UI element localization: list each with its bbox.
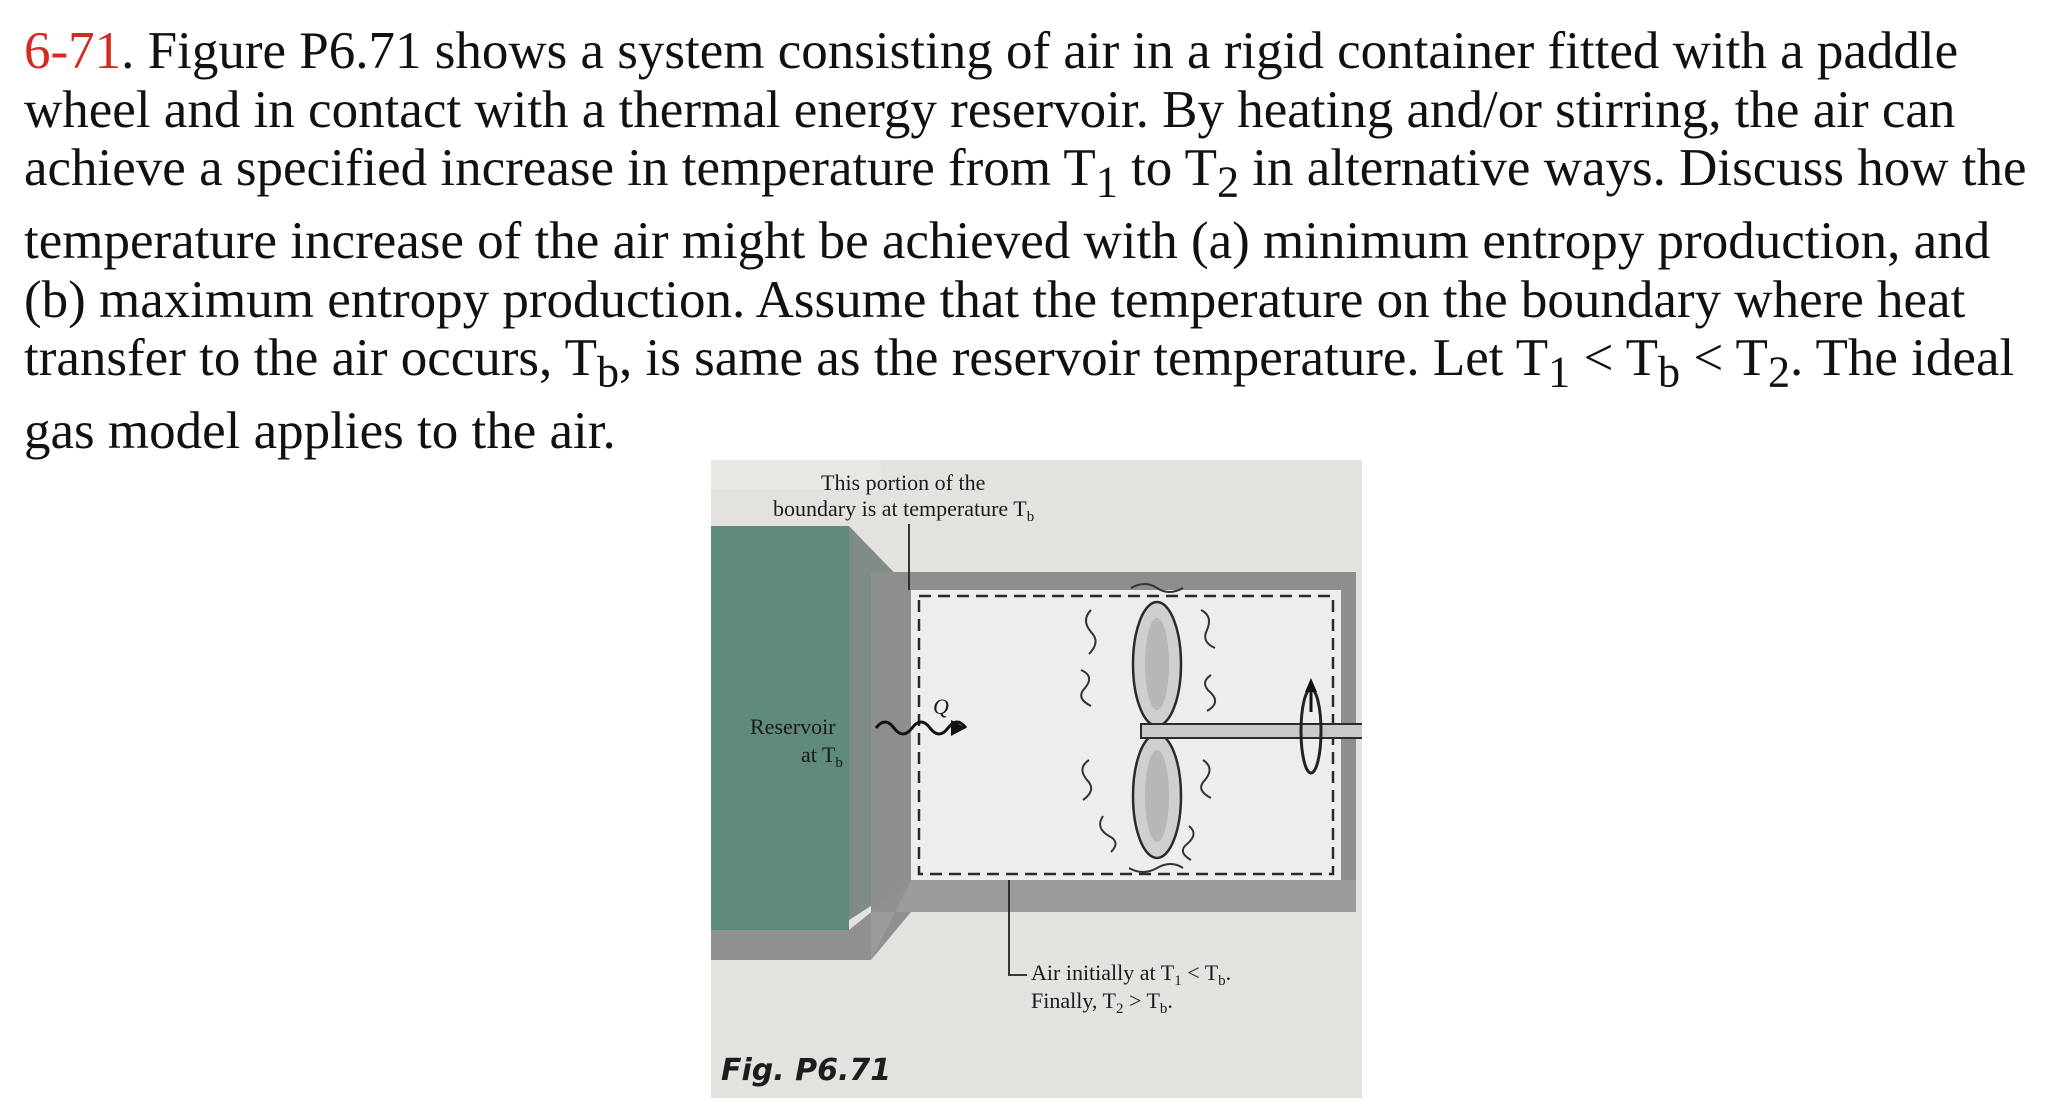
problem-line-5: (b) maximum entropy production. Assume that the temperature on the boundary where heat — [24, 270, 1966, 329]
heat-symbol: Q — [933, 694, 949, 719]
air-label-line-1: Air initially at $T_1 < T_b$. — [1031, 960, 1232, 989]
problem-line-1: 6-71. Figure P6.71 shows a system consisting of air in a rigid container fitted with a paddle — [24, 22, 1959, 80]
reservoir-label-line-1: Reservoir — [750, 714, 836, 739]
figure-caption: Fig. P6.71 — [721, 1053, 892, 1088]
problem-line-6: transfer to the air occurs, $T_b$, is same as the reservoir temperature. Let $T_1 < T_b < T_2$. The ideal — [24, 329, 2015, 397]
problem-statement — [24, 22, 2054, 461]
problem-line-4: temperature increase of the air might be achieved with (a) minimum entropy production, and — [24, 212, 1991, 271]
reservoir-label-line-2: at $T_b$ — [801, 742, 843, 771]
boundary-label-line-1: This portion of the — [821, 470, 986, 495]
paddle-shaft — [1141, 724, 1362, 738]
boundary-label-line-2: boundary is at temperature $T_b$ — [773, 496, 1035, 525]
problem-line-3: achieve a specified increase in temperature from $T_1$ to $T_2$ in alternative ways. Discuss how the — [24, 139, 2027, 207]
figure-drawing — [711, 460, 1362, 1098]
problem-line-7: gas model applies to the air. — [24, 402, 616, 461]
figure-p6-71 — [711, 460, 1362, 1098]
problem-line-2: wheel and in contact with a thermal energy reservoir. By heating and/or stirring, the air can — [24, 80, 1956, 139]
problem-number: 6-71 — [24, 22, 122, 80]
air-label-line-2: Finally, $T_2 > T_b$. — [1031, 988, 1173, 1017]
